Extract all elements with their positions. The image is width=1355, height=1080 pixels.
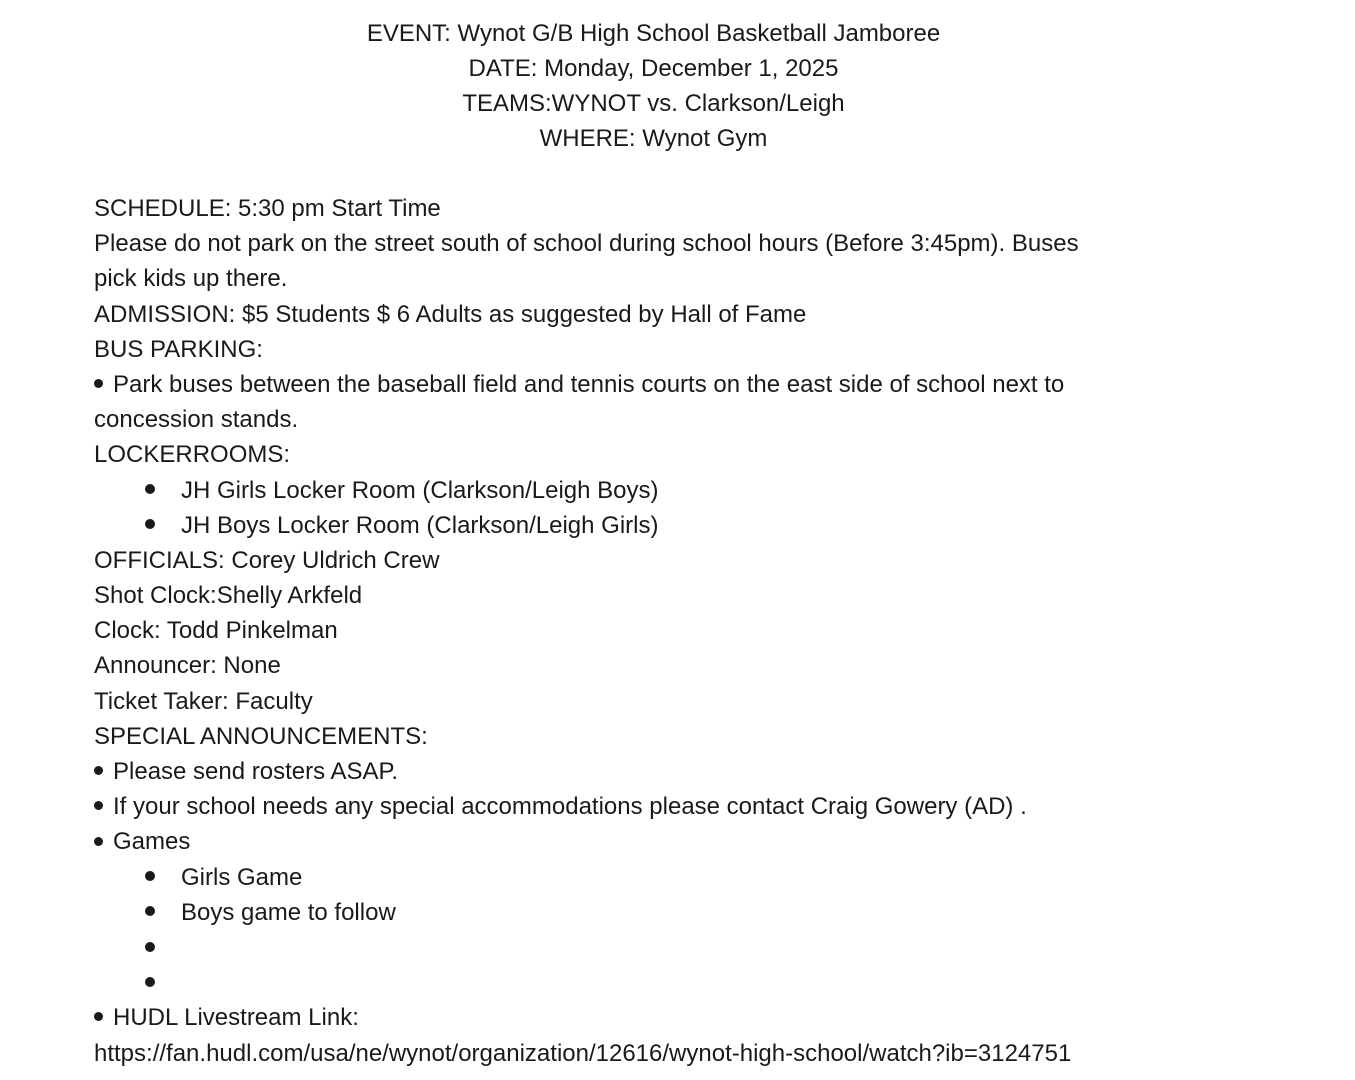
parking-note-line-1: Please do not park on the street south of school during school hours (Before 3:45pm). Buses <box>94 230 1079 258</box>
hudl-item <box>94 1000 1079 1035</box>
special-item <box>94 754 1079 789</box>
bus-parking-heading: BUS PARKING: <box>94 335 263 363</box>
locker-text: JH Boys Locker Room (Clarkson/Leigh Girls) <box>181 511 659 539</box>
hudl-link[interactable]: https://fan.hudl.com/usa/ne/wynot/organization/12616/wynot-high-school/watch?ib=3124751 <box>94 1039 1072 1067</box>
locker-text: JH Girls Locker Room (Clarkson/Leigh Boys) <box>181 476 659 504</box>
event-date: DATE: Monday, December 1, 2025 <box>468 55 839 82</box>
bus-parking-item <box>94 367 1079 402</box>
game-item <box>94 895 1079 930</box>
bus-parking-text: Park buses between the baseball field and tennis courts on the east side of school next to <box>113 370 1065 398</box>
empty-game-item <box>94 965 1079 1000</box>
locker-item <box>94 508 1079 543</box>
special-item <box>94 824 1079 859</box>
bus-parking-item-cont: concession stands. <box>94 406 299 434</box>
announcer: Announcer: None <box>94 652 281 680</box>
bullet-icon <box>94 379 103 388</box>
bullet-icon <box>145 871 155 881</box>
special-text: Please send rosters ASAP. <box>113 758 399 785</box>
bullet-icon <box>145 519 155 529</box>
event-title: EVENT: Wynot G/B High School Basketball Jamboree <box>366 20 941 47</box>
officials: OFFICIALS: Corey Uldrich Crew <box>94 546 440 574</box>
special-heading: SPECIAL ANNOUNCEMENTS: <box>94 722 428 750</box>
game-text: Boys game to follow <box>181 898 396 926</box>
document-header <box>0 16 1307 156</box>
event-teams: TEAMS:WYNOT vs. Clarkson/Leigh <box>462 90 845 117</box>
bullet-icon <box>145 977 155 987</box>
ticket-taker: Ticket Taker: Faculty <box>94 687 313 715</box>
parking-note-line-2: pick kids up there. <box>94 265 288 293</box>
game-text: Girls Game <box>181 863 303 891</box>
empty-game-item <box>94 930 1079 965</box>
special-item <box>94 789 1079 824</box>
locker-item <box>94 473 1079 508</box>
shot-clock: Shot Clock:Shelly Arkfeld <box>94 582 363 610</box>
game-item <box>94 860 1079 895</box>
lockerrooms-heading: LOCKERROOMS: <box>94 441 291 469</box>
document-body <box>94 191 1079 1071</box>
special-text: If your school needs any special accommodations please contact Craig Gowery (AD) . <box>113 793 1027 821</box>
clock: Clock: Todd Pinkelman <box>94 617 338 645</box>
schedule: SCHEDULE: 5:30 pm Start Time <box>94 195 441 222</box>
hudl-label: HUDL Livestream Link: <box>113 1004 359 1032</box>
bullet-icon <box>94 766 103 775</box>
bullet-icon <box>94 1012 103 1021</box>
event-location: WHERE: Wynot Gym <box>539 125 768 152</box>
bullet-icon <box>145 906 155 916</box>
bullet-icon <box>94 801 103 810</box>
bullet-icon <box>145 942 155 952</box>
bullet-icon <box>94 837 103 846</box>
special-text: Games <box>113 828 191 856</box>
admission: ADMISSION: $5 Students $ 6 Adults as suggested by Hall of Fame <box>94 300 807 328</box>
bullet-icon <box>145 484 155 494</box>
